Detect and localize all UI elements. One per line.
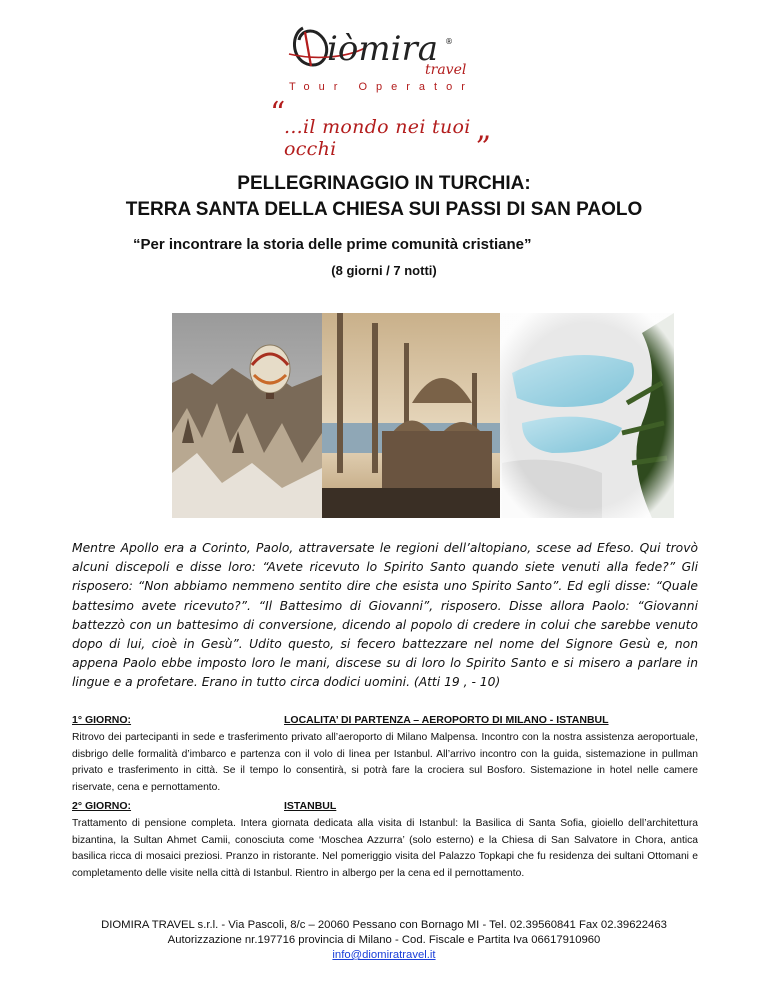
svg-text:iòmira: iòmira [327, 29, 438, 69]
day-2-heading [72, 800, 337, 812]
turkey-photo-collage [172, 313, 674, 518]
footer-email-link[interactable]: info@diomiratravel.it [332, 949, 436, 961]
day-2-text: Trattamento di pensione completa. Intera giornata dedicata alla visita di Istanbul: la Basilica di Santa Sofia, gioiello dell’architettura bizantina, la Sultan Ahmet Camii, conosciuta come ‘Moschea Azzurra’ (solo esterno) e la Chiesa di San Salvatore in Chora, antica basilica ricca di mosaici preziosi. Pranzo in ristorante. Nel pomeriggio visita del Palazzo Topkapi che fu residenza dei sultani Ottomani e completamento delle visite nella città di Istanbul. Rientro in albergo per la cena ed il pernottamento. [72, 818, 698, 879]
diomira-logo [285, 14, 485, 94]
cappadocia-photo [172, 313, 322, 518]
title-line-1: PELLEGRINAGGIO IN TURCHIA: [237, 173, 531, 194]
day-2-label: 2° GIORNO: [72, 800, 132, 812]
svg-text:®: ® [445, 37, 453, 46]
footer-registration: Autorizzazione nr.197716 provincia di Milano - Cod. Fiscale e Partita Iva 06617910960 [167, 934, 601, 946]
day-2-destination: ISTANBUL [284, 800, 337, 812]
duration: (8 giorni / 7 notti) [331, 263, 437, 278]
day-1-destination: LOCALITA’ DI PARTENZA – AEROPORTO DI MILANO - ISTANBUL [284, 714, 609, 726]
day-1-text: Ritrovo dei partecipanti in sede e trasferimento privato all’aeroporto di Milano Malpensa. Incontro con la nostra assistenza aeroportuale, disbrigo delle formalità d’imbarco e partenza con il volo di linea per Istanbul. All’arrivo incontro con la guida, sistemazione in pullman privato e trasferimento in città. Se il tempo lo consentirà, si potrà fare la crociera sul Bosforo. Sistemazione in hotel nelle camere riservate, cena e pernottamento. [72, 732, 698, 793]
travel-word: travel [425, 62, 467, 78]
subtitle: “Per incontrare la storia delle prime comunità cristiane” [133, 236, 532, 253]
tour-operator-text: Tour Operator [289, 81, 474, 93]
close-quote-icon: „ [476, 112, 492, 147]
brand-tagline [270, 96, 500, 160]
bible-quote: Mentre Apollo era a Corinto, Paolo, attraversate le regioni dell’altopiano, scese ad Efeso. Qui trovò alcuni discepoli e disse loro: “Avete ricevuto lo Spirito Santo quando siete venuti alla fede?” Gli risposero: “Non abbiamo nemmeno sentito dire che esista uno Spirito Santo”. Ed egli disse: “Quale battesimo avete ricevuto?”. “Il Battesimo di Giovanni”, risposero. Disse allora Paolo: “Giovanni battezzò con un battesimo di conversione, dicendo al popolo di credere in colui che sarebbe venuto dopo di lui, cioè in Gesù”. Udito questo, si fecero battezzare nel nome del Signore Gesù e, non appena Paolo ebbe imposto loro le mani, discese su di loro lo Spirito Santo e si misero a parlare in lingue e a profetare. Erano in tutto circa dodici uomini. (Atti 19 , - 10) [72, 541, 698, 690]
footer-email-row [0, 948, 768, 963]
tagline-text: ...il mondo nei tuoi occhi [284, 116, 471, 160]
open-quote-icon: “ [270, 96, 286, 131]
title-line-2: TERRA SANTA DELLA CHIESA SUI PASSI DI SAN PAOLO [125, 199, 643, 220]
blue-mosque-photo [322, 313, 500, 518]
footer-address: DIOMIRA TRAVEL s.r.l. - Via Pascoli, 8/c – 20060 Pessano con Bornago MI - Tel. 02.39560841 Fax 02.39622463 [101, 919, 667, 931]
pamukkale-photo [500, 313, 674, 518]
day-1-label: 1° GIORNO: [72, 714, 132, 726]
day-1-heading [72, 714, 609, 726]
